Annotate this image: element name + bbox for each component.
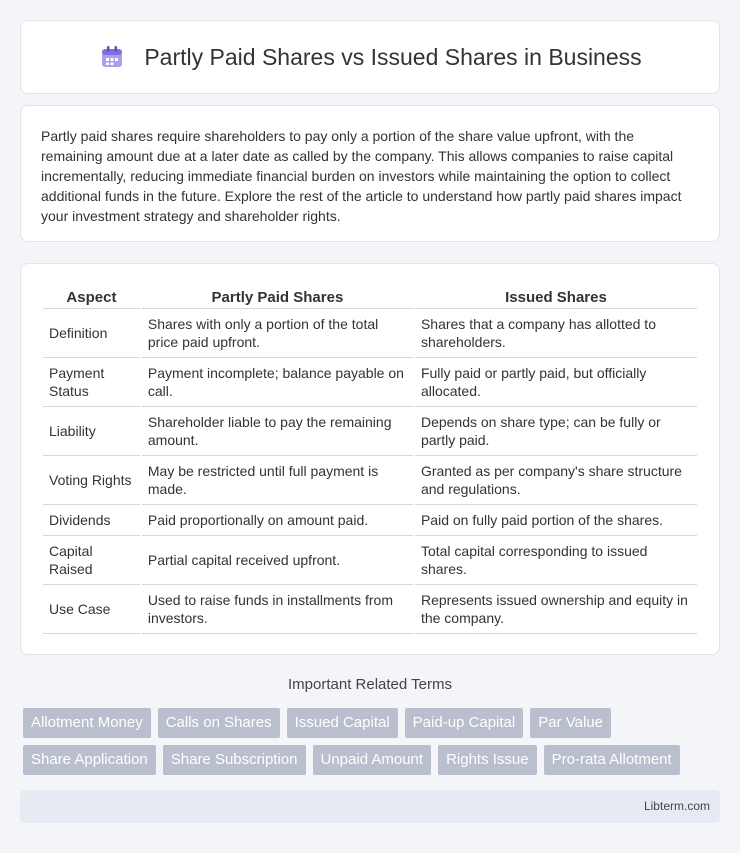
table-cell: Voting Rights (43, 456, 140, 505)
related-term-tag[interactable]: Unpaid Amount (313, 745, 432, 775)
table-row (43, 407, 697, 456)
related-term-tag[interactable]: Calls on Shares (158, 708, 280, 738)
intro-text: Partly paid shares require shareholders to pay only a portion of the share value upfront, with the remaining amount due at a later date as called by the company. This allows companies to raise capital incrementally, reducing immediate financial burden on investors while maintaining the option to collect additional funds in the future. Explore the rest of the article to understand how partly paid shares impact your investment strategy and shareholder rights. (41, 128, 682, 224)
table-row (43, 585, 697, 634)
table-row (43, 309, 697, 358)
footer (20, 790, 720, 823)
related-term-tag[interactable]: Issued Capital (287, 708, 398, 738)
related-term-tag[interactable]: Paid-up Capital (405, 708, 524, 738)
table-cell: Liability (43, 407, 140, 456)
table-cell: Shares that a company has allotted to shareholders. (415, 309, 697, 358)
table-row (43, 505, 697, 536)
related-term-tag[interactable]: Share Subscription (163, 745, 306, 775)
comparison-card (20, 263, 720, 655)
related-terms-heading: Important Related Terms (288, 676, 452, 693)
table-cell: Dividends (43, 505, 140, 536)
table-cell: Capital Raised (43, 536, 140, 585)
table-cell: Partial capital received upfront. (142, 536, 413, 585)
table-cell: Payment Status (43, 358, 140, 407)
table-cell: Fully paid or partly paid, but officially allocated. (415, 358, 697, 407)
table-cell: Use Case (43, 585, 140, 634)
footer-site-link[interactable]: Libterm.com (643, 799, 710, 813)
related-term-tag[interactable]: Pro-rata Allotment (544, 745, 680, 775)
related-terms-row-2 (23, 745, 723, 775)
related-term-tag[interactable]: Rights Issue (438, 745, 537, 775)
table-row (43, 536, 697, 585)
page-title: Partly Paid Shares vs Issued Shares in Business (144, 43, 642, 70)
header-partly-paid: Partly Paid Shares (142, 285, 413, 309)
table-cell: Total capital corresponding to issued shares. (415, 536, 697, 585)
table-cell: Shareholder liable to pay the remaining amount. (142, 407, 413, 456)
table-cell: May be restricted until full payment is made. (142, 456, 413, 505)
title-card (20, 20, 720, 94)
table-cell: Shares with only a portion of the total price paid upfront. (142, 309, 413, 358)
table-cell: Represents issued ownership and equity in the company. (415, 585, 697, 634)
related-term-tag[interactable]: Allotment Money (23, 708, 151, 738)
table-cell: Used to raise funds in installments from investors. (142, 585, 413, 634)
intro-card (20, 105, 720, 242)
related-term-tag[interactable]: Par Value (530, 708, 611, 738)
table-row (43, 456, 697, 505)
table-cell: Granted as per company's share structure and regulations. (415, 456, 697, 505)
related-terms-row-1 (23, 708, 723, 738)
table-row (43, 358, 697, 407)
calendar-icon (98, 43, 126, 71)
table-cell: Depends on share type; can be fully or partly paid. (415, 407, 697, 456)
table-cell: Definition (43, 309, 140, 358)
header-aspect: Aspect (43, 285, 140, 309)
table-cell: Paid proportionally on amount paid. (142, 505, 413, 536)
table-cell: Paid on fully paid portion of the shares. (415, 505, 697, 536)
header-issued: Issued Shares (415, 285, 697, 309)
comparison-table (41, 285, 699, 634)
table-cell: Payment incomplete; balance payable on call. (142, 358, 413, 407)
related-term-tag[interactable]: Share Application (23, 745, 156, 775)
